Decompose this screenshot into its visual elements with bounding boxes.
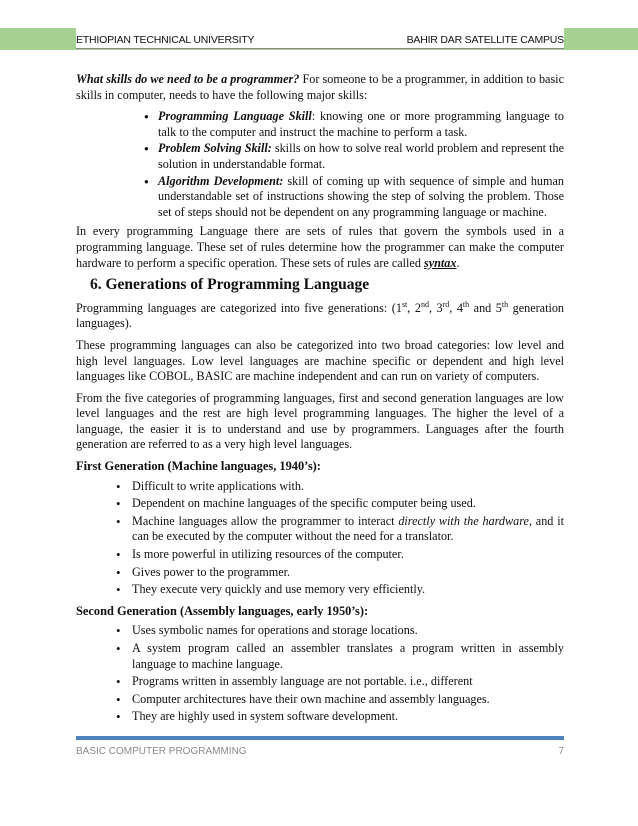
header-university: ETHIOPIAN TECHNICAL UNIVERSITY [76,34,255,46]
intro-text: For someone to be a programmer, in addition to basic skills in computer, needs to have the following major skills: [76,72,564,102]
list-item: • A system program called an assembler translates a program written in assembly language to machine language. [76,641,564,672]
gen-text: , 2 [407,300,421,315]
skill-term: Programming Language Skill [158,109,312,124]
gen-sup: st [401,299,408,309]
list-item: • Computer architectures have their own machine and assembly languages. [76,692,564,708]
list-item: • Is more powerful in utilizing resources of the computer. [76,547,564,563]
first-generation-heading: First Generation (Machine languages, 1940’s): [76,459,321,474]
item-text: Machine languages allow the programmer to interact [132,513,399,528]
skill-term: Problem Solving Skill: [158,141,272,156]
gen-sup: nd [420,299,429,309]
list-item: • They execute very quickly and use memory very efficiently. [76,582,564,598]
gen-text: , 4 [449,300,463,315]
categories-paragraph: These programming languages can also be categorized into two broad categories: low level and high level languages. Low level languages are machine specific or dependent and high level languages like COBOL, BASIC are machine independent and can run on variety of computers. [76,337,564,384]
list-item: • Uses symbolic names for operations and storage locations. [76,623,564,639]
page-header [76,28,564,49]
page-body [76,72,564,731]
skill-text: knowing one or more programming language to talk to the computer and instruct the machine to perform a task. [158,109,565,139]
generations-paragraph [76,301,564,332]
skill-text: skills on how to solve real world problem and represent the solution in understandable format. [158,141,564,171]
list-item: • Difficult to write applications with. [76,479,564,495]
footer-title: BASIC COMPUTER PROGRAMMING [76,746,247,757]
skills-list [76,109,564,220]
intro-paragraph [76,72,564,103]
list-item: • Programs written in assembly language are not portable. i.e., different [76,674,564,690]
list-item [76,109,564,140]
item-text: , and it can be executed by the computer without the need for a translator. [132,513,564,544]
five-categories-paragraph: From the five categories of programming languages, first and second generation languages are low level languages and the rest are high level programming languages. The higher the level of a language, the easier it is to understand and use by programmers. Languages after the fourth generation are referred to as a very high level languages. [76,390,564,452]
second-generation-list [76,623,564,725]
rules-end: . [456,255,460,270]
gen-sup: th [501,299,509,309]
list-item [76,514,564,545]
gen-sup: th [462,299,470,309]
gen-text: generation languages). [76,300,565,331]
skill-text: skill of coming up with sequence of simple and human understandable set of instructions showing the step of solving the problem. Those set of steps should not be dependent on any programming language or machine. [158,173,564,219]
gen-text: , 3 [428,300,443,315]
skill-term: Algorithm Development: [158,173,284,188]
footer-rule [76,736,564,740]
list-item: • They are highly used in system software development. [76,709,564,725]
header-campus: BAHIR DAR SATELLITE CAMPUS [406,34,564,46]
list-item: • Dependent on machine languages of the specific computer being used. [76,496,564,512]
page-footer [76,746,564,757]
list-item [76,141,564,172]
second-generation-heading: Second Generation (Assembly languages, early 1950’s): [76,603,369,618]
syntax-term: syntax [423,255,457,270]
gen-text: Programming languages are categorized into five generations: (1 [76,300,402,315]
item-italic: directly with the hardware [398,513,529,528]
rules-paragraph [76,224,564,271]
gen-text: and 5 [469,300,502,315]
gen-sup: rd [442,299,450,309]
list-item [76,174,564,221]
first-generation-list [76,479,564,598]
skill-sep: : [311,109,321,124]
intro-question: What skills do we need to be a programmer? [76,72,300,86]
section-heading: 6. Generations of Programming Language [90,276,370,294]
rules-text: In every programming Language there are sets of rules that govern the symbols used in a programming language. These set of rules determine how the programmer can make the computer hardware to perform a specific operation. These sets of rules are called [76,224,564,270]
page-number: 7 [558,746,564,757]
list-item: • Gives power to the programmer. [76,565,564,581]
